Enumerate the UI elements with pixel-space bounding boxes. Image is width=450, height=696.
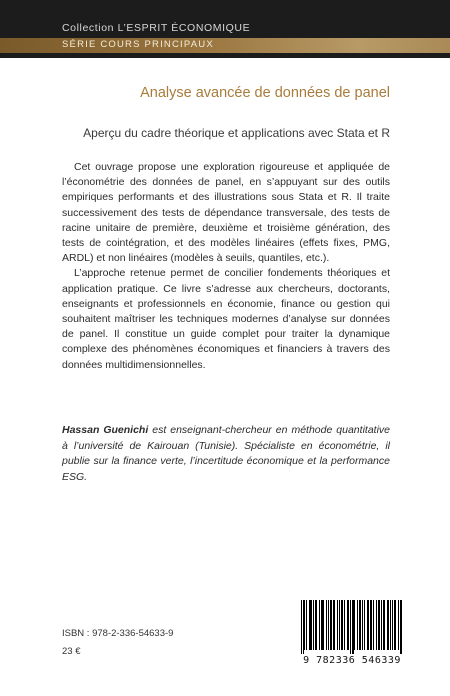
barcode-bar	[321, 600, 322, 650]
barcode-bar	[331, 600, 332, 650]
barcode-bar	[319, 600, 320, 650]
barcode-bar	[339, 600, 340, 650]
barcode-bar	[398, 600, 399, 650]
barcode-bar	[392, 600, 393, 650]
barcode-bar	[381, 600, 382, 650]
book-title: Analyse avancée de données de panel	[140, 85, 390, 101]
barcode-bars	[300, 600, 404, 654]
barcode-number: 9 782336 546339	[303, 655, 401, 666]
barcode-bar	[390, 600, 391, 650]
barcode-bar	[310, 600, 311, 650]
barcode-bar	[309, 600, 310, 650]
barcode-bar	[301, 600, 302, 654]
barcode	[296, 598, 408, 670]
barcode-bar	[357, 600, 358, 650]
author-bio	[62, 423, 390, 485]
barcode-bar	[383, 600, 384, 650]
author-name: Hassan Guenichi	[62, 424, 149, 436]
barcode-bar	[344, 600, 345, 650]
barcode-bar	[394, 600, 395, 650]
isbn: ISBN : 978-2-336-54633-9	[62, 628, 174, 639]
barcode-bar	[378, 600, 379, 650]
barcode-bar	[384, 600, 385, 650]
barcode-bar	[352, 600, 353, 654]
collection-name: Collection L’ESPRIT ÉCONOMIQUE	[62, 22, 251, 34]
barcode-bar	[387, 600, 388, 650]
barcode-bar	[304, 600, 305, 650]
price: 23 €	[62, 646, 81, 657]
barcode-bar	[354, 600, 355, 650]
barcode-bar	[303, 600, 304, 654]
barcode-bar	[359, 600, 360, 650]
book-subtitle: Aperçu du cadre théorique et applications avec Stata et R	[83, 126, 390, 140]
barcode-bar	[328, 600, 329, 650]
barcode-bar	[353, 600, 354, 654]
barcode-bar	[370, 600, 371, 650]
barcode-bar	[315, 600, 316, 650]
barcode-bar	[376, 600, 377, 650]
barcode-bar	[322, 600, 323, 650]
barcode-bar	[326, 600, 327, 650]
barcode-bar	[342, 600, 343, 650]
barcode-bar	[388, 600, 389, 650]
barcode-bar	[334, 600, 335, 650]
barcode-bar	[367, 600, 368, 650]
barcode-bar	[306, 600, 307, 650]
author-bio-text: est enseignant-chercheur en méthode quantitative à l’université de Kairouan (Tunisie). Spécialiste en économétrie, il publie sur la finance verte, l’incertitude économique et la performance ESG.	[62, 424, 390, 483]
barcode-bar	[323, 600, 324, 650]
barcode-bar	[364, 600, 365, 650]
barcode-bar	[400, 600, 401, 654]
barcode-bar	[313, 600, 314, 650]
barcode-bar	[368, 600, 369, 650]
barcode-bar	[311, 600, 312, 650]
barcode-bar	[316, 600, 317, 650]
barcode-bar	[341, 600, 342, 650]
description-paragraph-1: Cet ouvrage propose une exploration rigoureuse et appliquée de l’économétrie des données de panel, en s’appuyant sur des outils empiriques performants et des illustrations sous Stata et R. Il traite successivement des tests de dépendance transversale, des tests de racine unitaire de première, deuxième et troisième génération, des tests de cointégration, et des modèles linéaires (effets fixes, PMG, ARDL) et non linéaires (modèles à seuils, quantiles, etc.).	[62, 161, 390, 265]
barcode-bar	[330, 600, 331, 650]
barcode-bar	[379, 600, 380, 650]
barcode-bar	[337, 600, 338, 650]
book-description	[62, 160, 390, 373]
barcode-bar	[350, 600, 351, 654]
description-paragraph-2: L’approche retenue permet de concilier fondements théoriques et application pratique. Ce livre s’adresse aux chercheurs, doctorants, enseignants et professionnels en économie, finance ou gestion qui souhaitent maîtriser les techniques modernes d’analyse sur données de panel. Il constitue un guide complet pour traiter la dynamique complexe des phénomènes économiques et financiers à travers des données multidimensionnelles.	[62, 267, 390, 371]
barcode-bar	[371, 600, 372, 650]
series-name: SÉRIE COURS PRINCIPAUX	[62, 39, 214, 50]
barcode-bar	[401, 600, 402, 654]
barcode-bar	[360, 600, 361, 650]
barcode-bar	[333, 600, 334, 650]
barcode-bar	[395, 600, 396, 650]
barcode-bar	[362, 600, 363, 650]
barcode-bar	[373, 600, 374, 650]
barcode-bar	[347, 600, 348, 650]
barcode-bar	[348, 600, 349, 650]
